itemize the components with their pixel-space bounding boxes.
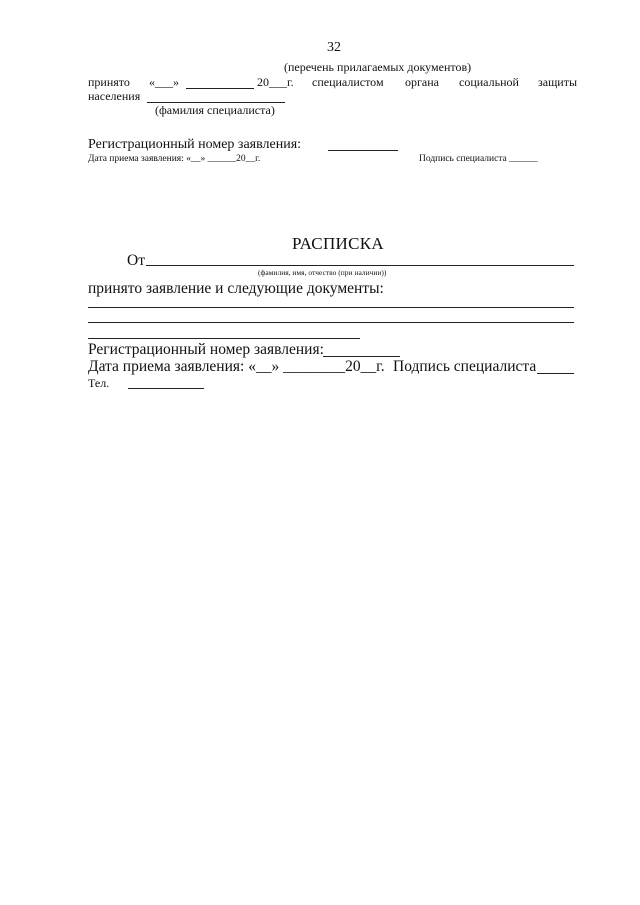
phone-line bbox=[128, 388, 204, 389]
receipt-title: РАСПИСКА bbox=[292, 234, 384, 253]
documents-line-2 bbox=[88, 322, 574, 323]
receipt-signature-line bbox=[537, 373, 574, 374]
documents-line-3 bbox=[88, 338, 360, 339]
from-name-line bbox=[146, 265, 574, 266]
phone-label: Тел. bbox=[88, 376, 110, 390]
from-label: От bbox=[127, 252, 145, 269]
receipt-signature-label: Подпись специалиста bbox=[393, 358, 537, 375]
reg-number-label: Регистрационный номер заявления: bbox=[88, 137, 302, 152]
documents-list-caption: (перечень прилагаемых документов) bbox=[284, 60, 472, 74]
reg-number-line bbox=[328, 150, 398, 151]
organ-word: органа bbox=[405, 75, 439, 89]
receipt-reg-number-line bbox=[323, 356, 400, 357]
social-word: социальной bbox=[459, 75, 519, 89]
specialist-caption: (фамилия специалиста) bbox=[155, 103, 275, 117]
fio-caption: (фамилия, имя, отчество (при наличии)) bbox=[258, 268, 387, 277]
accepted-documents-text: принято заявление и следующие документы: bbox=[88, 280, 384, 297]
date-label: Дата приема заявления: «__» ______20__г. bbox=[88, 154, 261, 164]
receipt-reg-number-label: Регистрационный номер заявления: bbox=[88, 341, 324, 358]
year-field: 20___г. bbox=[257, 75, 294, 89]
specialist-word: специалистом bbox=[312, 75, 384, 89]
date-open-field: «___» bbox=[149, 75, 179, 89]
population-word: населения bbox=[88, 89, 141, 103]
page-number: 32 bbox=[327, 40, 341, 55]
receipt-date-label: Дата приема заявления: «__» ________20__г. bbox=[88, 358, 385, 375]
accepted-word: принято bbox=[88, 75, 130, 89]
protection-word: защиты bbox=[538, 75, 578, 89]
month-blank-line bbox=[186, 88, 254, 89]
signature-label: Подпись специалиста ______ bbox=[419, 154, 538, 164]
documents-line-1 bbox=[88, 307, 574, 308]
